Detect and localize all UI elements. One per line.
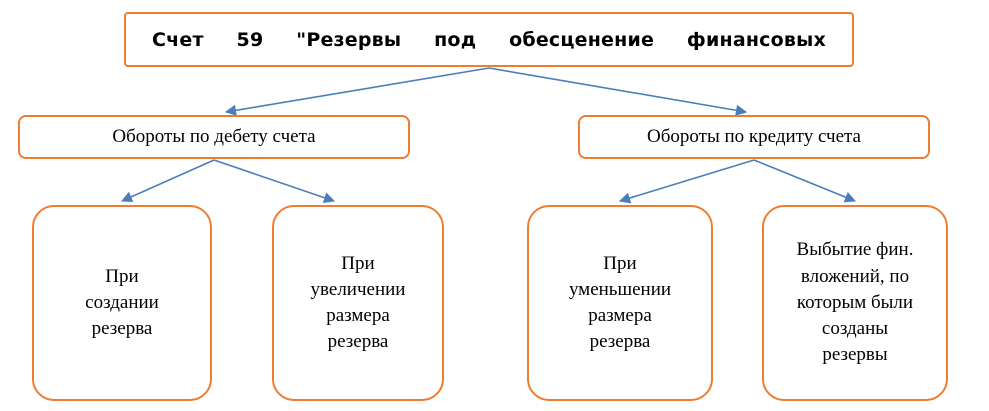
node-leaf-reserve-decrease (527, 205, 713, 401)
node-leaf-reserve-increase (272, 205, 444, 401)
root-word-3: под (434, 28, 477, 51)
root-word-5: финансовых (686, 28, 826, 51)
root-word-2: "Резервы (296, 28, 402, 51)
root-word-1: 59 (236, 28, 264, 51)
node-root-text (152, 29, 826, 51)
node-debit-turnover (18, 115, 410, 159)
node-leaf-reserve-decrease-label: При уменьшении размера резерва (568, 252, 672, 353)
node-leaf-reserve-creation-label: При создании резерва (85, 265, 159, 340)
node-credit-turnover-label: Обороты по кредиту счета (647, 126, 861, 147)
root-word-0: Счет (152, 28, 204, 51)
node-credit-turnover (578, 115, 930, 159)
root-word-4: обесценение (509, 28, 655, 51)
node-leaf-reserve-increase-label: При увеличении размера резерва (310, 252, 406, 353)
node-leaf-reserve-creation (32, 205, 212, 401)
node-root (124, 12, 854, 67)
node-leaf-investment-disposal (762, 205, 948, 401)
node-leaf-investment-disposal-label: Выбытие фин. вложений, по которым были созданы резервы (796, 239, 914, 366)
node-debit-turnover-label: Обороты по дебету счета (112, 126, 316, 147)
